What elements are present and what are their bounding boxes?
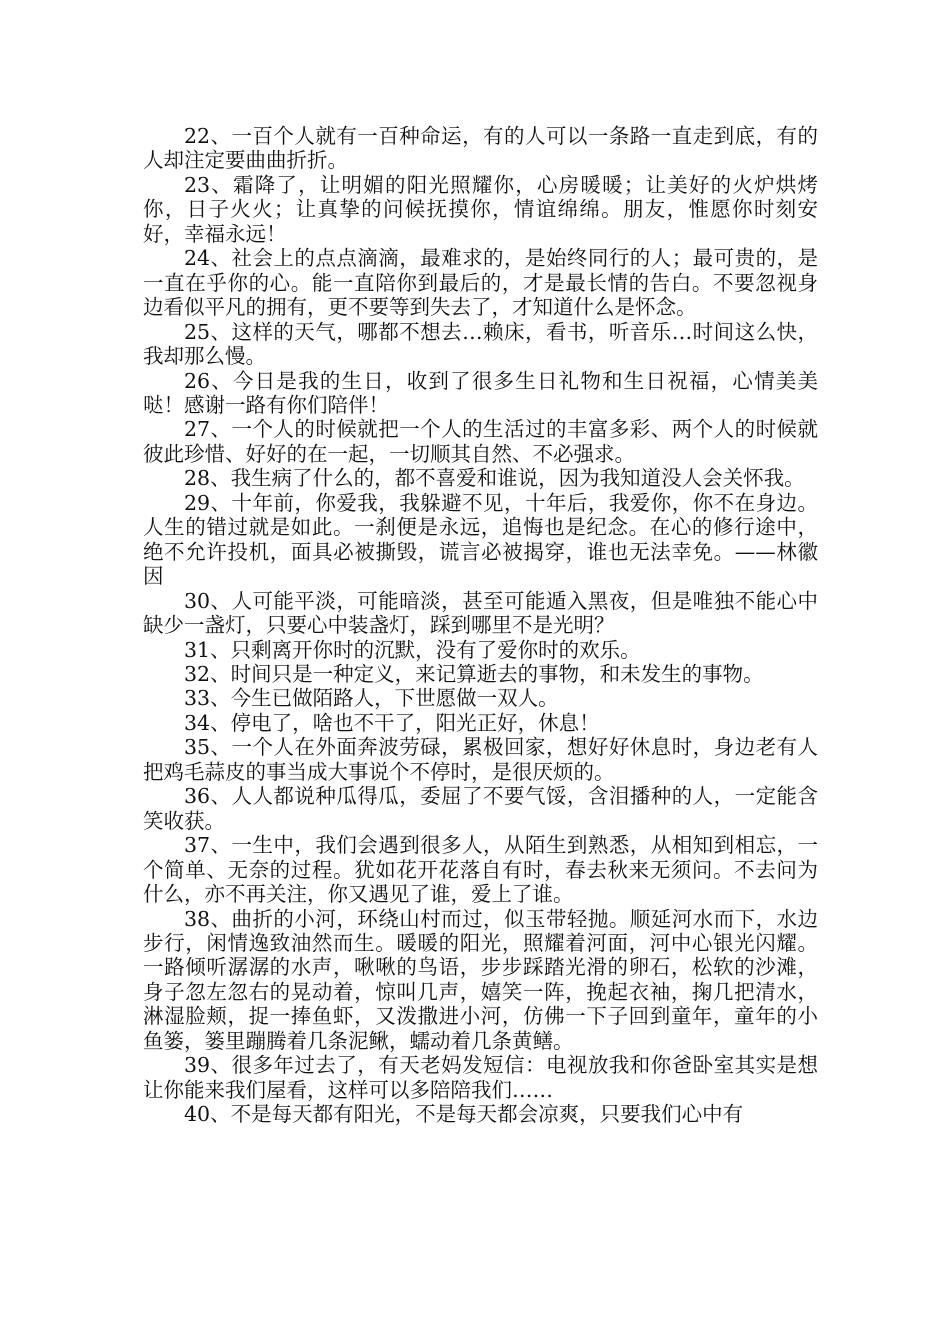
paragraph-39: 39、很多年过去了，有天老妈发短信：电视放我和你爸卧室其实是想让你能来我们屋看，这样可以多陪陪我们…… [143,1053,818,1102]
paragraph-33: 33、今生已做陌路人，下世愿做一双人。 [184,686,559,711]
paragraph-28: 28、我生病了什么的，都不喜爱和谁说，因为我知道没人会关怀我。 [184,466,805,491]
paragraph-26: 26、今日是我的生日，收到了很多生日礼物和生日祝福，心情美美哒！感谢一路有你们陪伴！ [143,368,818,417]
paragraph-22: 22、一百个人就有一百种命运，有的人可以一条路一直走到底，有的人却注定要曲曲折折。 [143,124,818,173]
paragraph-36: 36、人人都说种瓜得瓜，委屈了不要气馁，含泪播种的人，一定能含笑收获。 [143,784,818,833]
paragraph-32: 32、时间只是一种定义，来记算逝去的事物，和未发生的事物。 [184,661,764,686]
paragraph-24: 24、社会上的点点滴滴，最难求的，是始终同行的人；最可贵的，是一直在乎你的心。能一直陪你到最后的，才是最长情的告白。不要忽视身边看似平凡的拥有，更不要等到失去了，才知道什么是怀念。 [143,246,818,320]
paragraph-35: 35、一个人在外面奔波劳碌，累极回家，想好好休息时，身边老有人把鸡毛蒜皮的事当成大事说个不停时，是很厌烦的。 [143,735,818,784]
paragraph-38: 38、曲折的小河，环绕山村而过，似玉带轻抛。顺延河水而下，水边步行，闲情逸致油然而生。暖暖的阳光，照耀着河面，河中心银光闪耀。一路倾听潺潺的水声，啾啾的鸟语，步步踩踏光滑的卵石，松软的沙滩，身子忽左忽右的晃动着，惊叫几声，嬉笑一阵，挽起衣袖，掬几把清水，淋湿脸颊，捉一捧鱼虾，又泼撒进小河，仿佛一下子回到童年，童年的小鱼篓，篓里蹦腾着几条泥鳅，蠕动着几条黄鳝。 [143,906,818,1053]
document-page [143,124,818,1127]
paragraph-30: 30、人可能平淡，可能暗淡，甚至可能遁入黑夜，但是唯独不能心中缺少一盏灯，只要心中装盏灯，踩到哪里不是光明？ [143,588,818,638]
paragraph-34: 34、停电了，啥也不干了，阳光正好，休息！ [184,710,600,735]
paragraph-23: 23、霜降了，让明媚的阳光照耀你，心房暖暖；让美好的火炉烘烤你，日子火火；让真挚的问候抚摸你，情谊绵绵。朋友，惟愿你时刻安好，幸福永远！ [143,172,818,246]
paragraph-25: 25、这样的天气，哪都不想去…赖床，看书，听音乐…时间这么快，我却那么慢。 [143,319,818,369]
paragraph-31: 31、只剩离开你时的沉默，没有了爱你时的欢乐。 [184,637,641,662]
paragraph-37: 37、一生中，我们会遇到很多人，从陌生到熟悉，从相知到相忘，一个简单、无奈的过程。犹如花开花落自有时，春去秋来无须问。不去问为什么，亦不再关注，你又遇见了谁，爱上了谁。 [143,833,818,907]
paragraph-29: 29、十年前，你爱我，我躲避不见，十年后，我爱你，你不在身边。人生的错过就是如此。一刹便是永远，追悔也是纪念。在心的修行途中，绝不允许投机，面具必被撕毁，谎言必被揭穿，谁也无法幸免。——林徽因 [143,490,818,589]
paragraph-27: 27、一个人的时候就把一个人的生活过的丰富多彩、两个人的时候就彼此珍惜、好好的在一起，一切顺其自然、不必强求。 [143,417,818,466]
paragraph-40: 40、不是每天都有阳光，不是每天都会凉爽，只要我们心中有 [184,1102,744,1127]
